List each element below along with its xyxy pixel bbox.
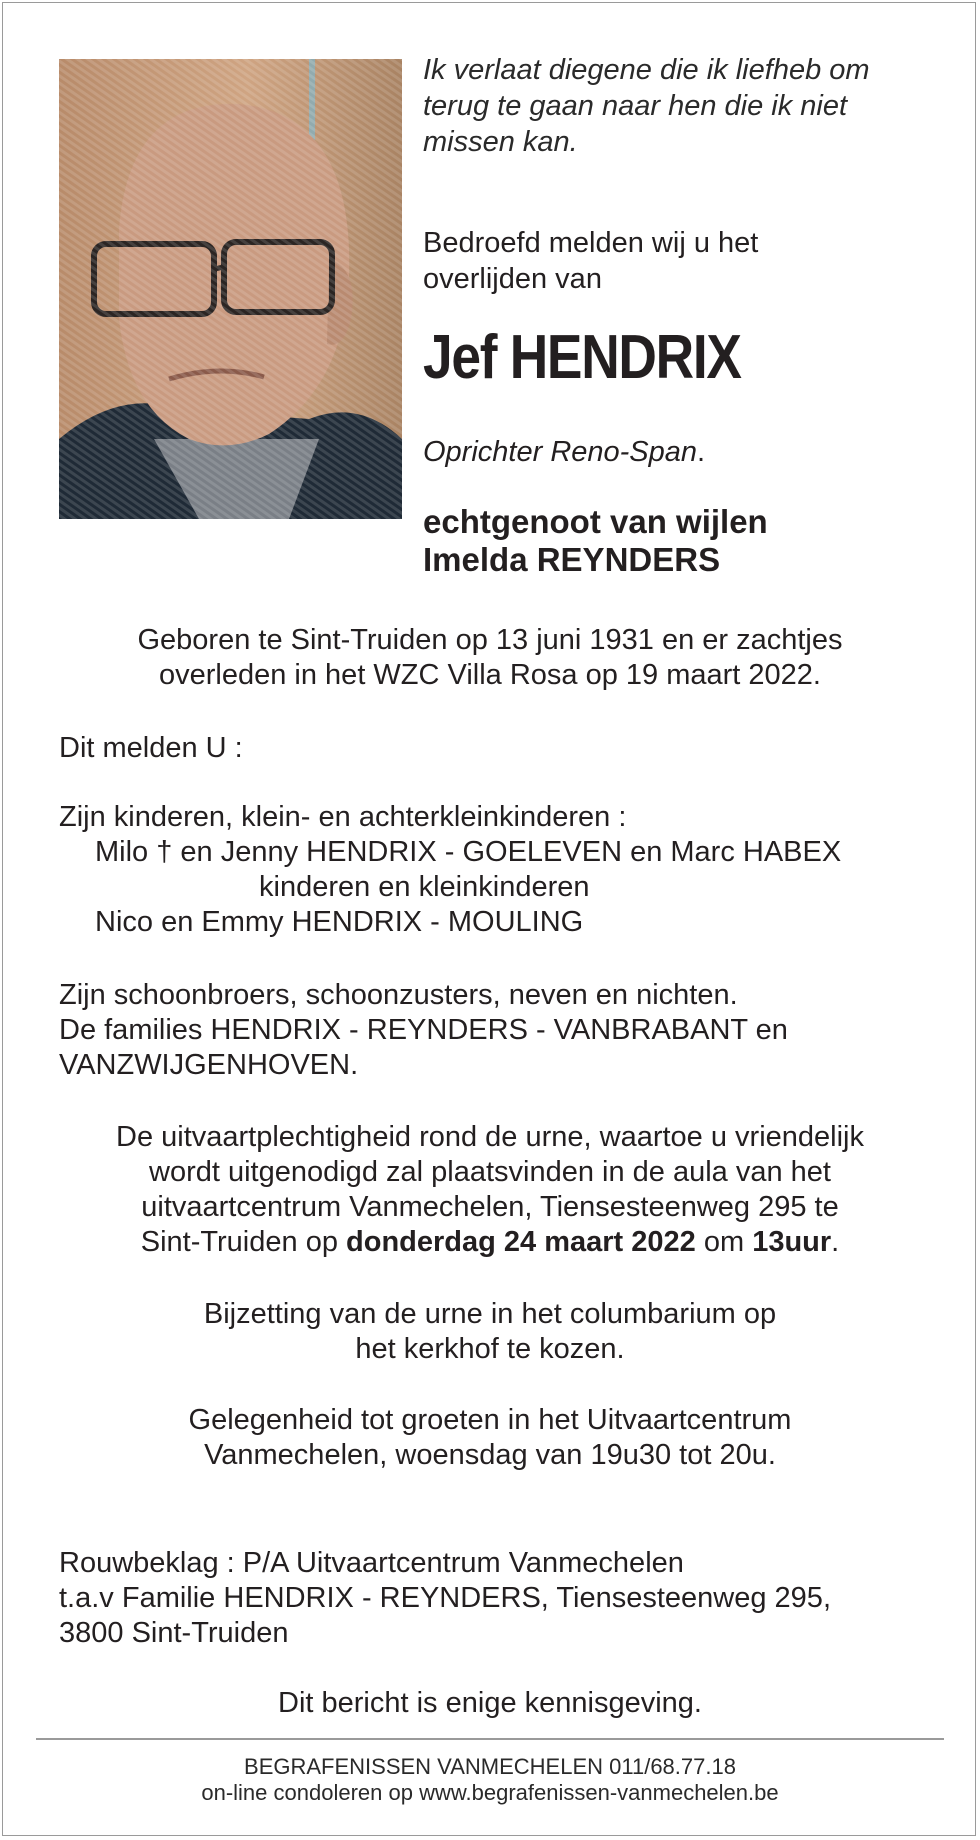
relatives-line: Nico en Emmy HENDRIX - MOULING — [95, 906, 584, 938]
footer-website[interactable]: on-line condoleren op www.begrafenissen-vanmechelen.be — [201, 1780, 779, 1805]
condolence-line: t.a.v Familie HENDRIX - REYNDERS, Tiensesteenweg 295, — [59, 1582, 831, 1614]
funeral-mid: om — [695, 1226, 753, 1258]
burial-details — [59, 1297, 921, 1367]
condolence-line: Rouwbeklag : P/A Uitvaartcentrum Vanmechelen — [59, 1547, 684, 1579]
family-line: De families HENDRIX - REYNDERS - VANBRABANT en — [59, 1014, 788, 1046]
divider — [36, 1738, 944, 1740]
funeral-end: . — [831, 1226, 840, 1258]
birth-details — [59, 623, 921, 693]
deceased-role — [423, 434, 943, 470]
funeral-details — [59, 1120, 921, 1260]
funeral-line: De uitvaartplechtigheid rond de urne, waartoe u vriendelijk — [116, 1121, 864, 1153]
spouse-line: echtgenoot van wijlen — [423, 503, 768, 540]
funeral-date: donderdag 24 maart 2022 — [346, 1226, 696, 1258]
family-line: VANZWIJGENHOVEN. — [59, 1049, 359, 1081]
condolence-address — [59, 1546, 921, 1651]
funeral-line — [59, 1225, 921, 1260]
funeral-line: uitvaartcentrum Vanmechelen, Tiensesteenweg 295 te — [141, 1191, 839, 1223]
quote — [423, 52, 943, 160]
footer-company: BEGRAFENISSEN VANMECHELEN 011/68.77.18 — [244, 1754, 736, 1779]
burial-line: het kerkhof te kozen. — [355, 1333, 625, 1365]
relatives — [59, 800, 921, 940]
relatives-heading: Zijn kinderen, klein- en achterkleinkinderen : — [59, 801, 627, 833]
greeting-details — [59, 1403, 921, 1473]
spouse — [423, 503, 943, 579]
birth-line: overleden in het WZC Villa Rosa op 19 maart 2022. — [159, 659, 821, 691]
spouse-line: Imelda REYNDERS — [423, 541, 721, 578]
birth-line: Geboren te Sint-Truiden op 13 juni 1931 en er zachtjes — [137, 624, 843, 656]
announcement-line: Bedroefd melden wij u het — [423, 227, 759, 259]
quote-line: missen kan. — [423, 126, 578, 158]
notice-text: Dit bericht is enige kennisgeving. — [278, 1687, 702, 1719]
quote-line: Ik verlaat diegene die ik liefheb om — [423, 54, 870, 86]
role-suffix: . — [697, 436, 706, 468]
portrait-photo — [59, 59, 402, 519]
family — [59, 978, 921, 1083]
funeral-time: 13uur — [752, 1226, 832, 1258]
family-line: Zijn schoonbroers, schoonzusters, neven en nichten. — [59, 979, 738, 1011]
relatives-line: kinderen en kleinkinderen — [259, 871, 590, 903]
greeting-line: Vanmechelen, woensdag van 19u30 tot 20u. — [204, 1439, 776, 1471]
condolence-line: 3800 Sint-Truiden — [59, 1617, 289, 1649]
funeral-line: wordt uitgenodigd zal plaatsvinden in de aula van het — [149, 1156, 831, 1188]
funeral-prefix: Sint-Truiden op — [140, 1226, 347, 1258]
burial-line: Bijzetting van de urne in het columbarium op — [203, 1298, 777, 1330]
announcement — [423, 225, 943, 297]
role-text: Oprichter Reno-Span — [423, 436, 698, 468]
announcement-line: overlijden van — [423, 263, 602, 295]
deceased-name: Jef HENDRIX — [423, 323, 741, 392]
quote-line: terug te gaan naar hen die ik niet — [423, 90, 848, 122]
portrait-illustration — [59, 59, 402, 519]
greeting-line: Gelegenheid tot groeten in het Uitvaartcentrum — [188, 1404, 792, 1436]
intro: Dit melden U : — [59, 732, 243, 764]
relatives-line: Milo † en Jenny HENDRIX - GOELEVEN en Marc HABEX — [95, 836, 842, 868]
